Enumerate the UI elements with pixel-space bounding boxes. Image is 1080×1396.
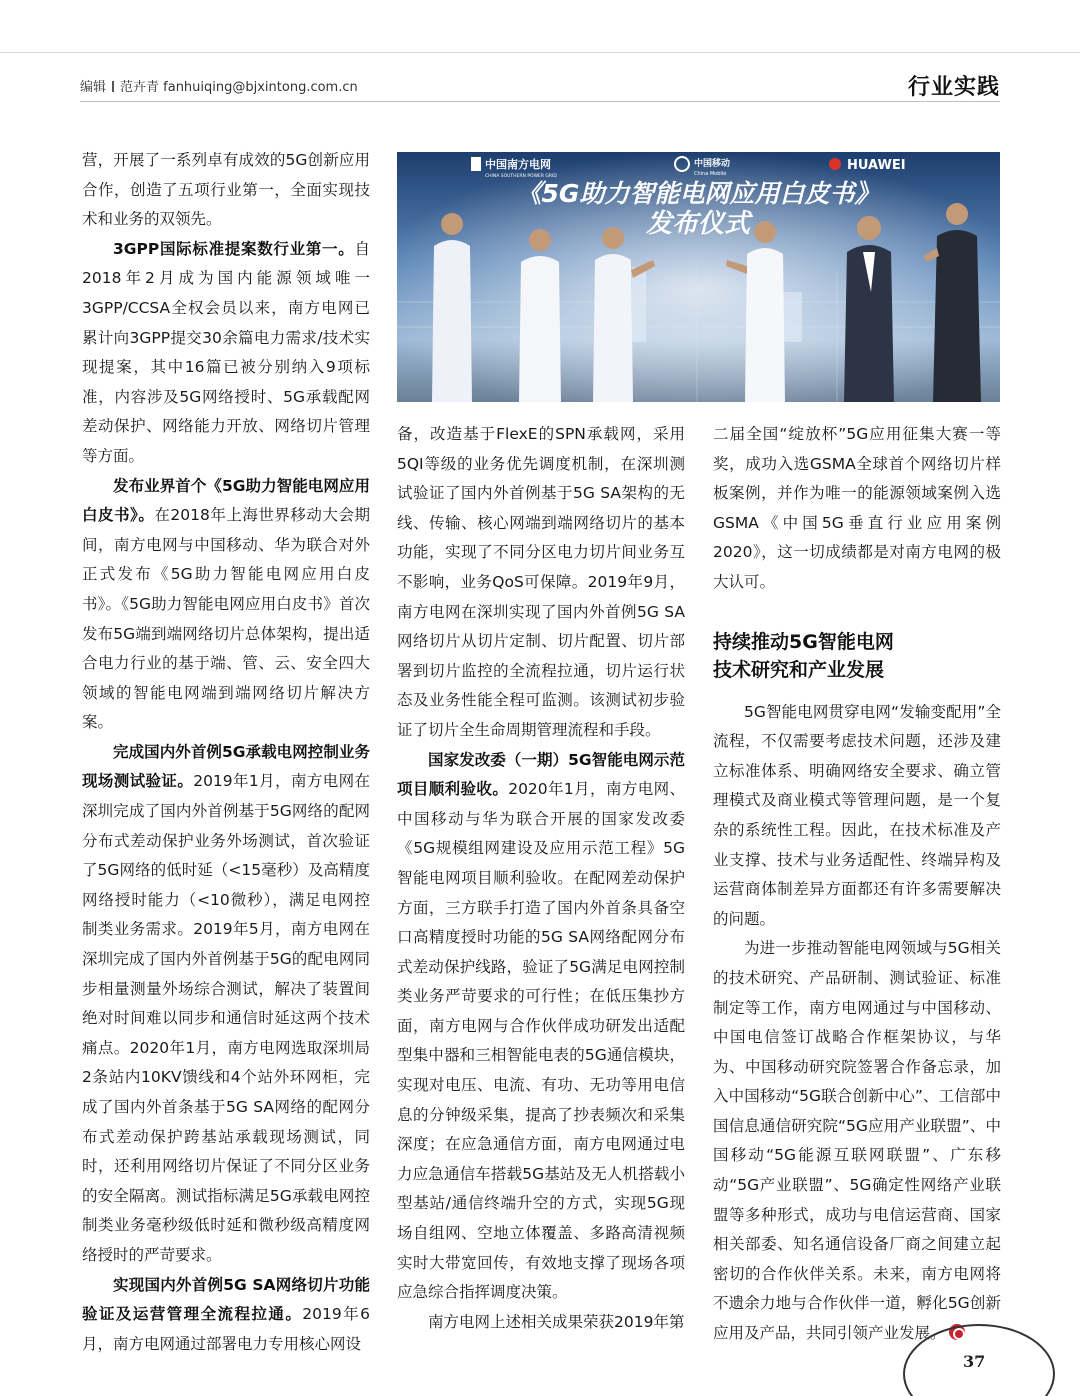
- paragraph: [713, 934, 1001, 1348]
- subheading-line: 技术研究和产业发展: [713, 658, 885, 681]
- paragraph: 营，开展了一系列卓有成效的5G创新应用合作，创造了五项行业第一，全面实现技术和业务的双领先。: [82, 151, 370, 229]
- paragraph-body: 在2018年上海世界移动大会期间，南方电网与中国移动、华为联合对外正式发布《5G助力智能电网应用白皮书》。《5G助力智能电网应用白皮书》首次发布5G端到端网络切片总体架构，提出适合电力行业的基于端、管、云、安全四大领域的智能电网端到端网络切片解决方案。: [82, 506, 370, 732]
- logo-csg: 中国南方电网: [485, 158, 551, 171]
- top-border-line: [0, 52, 1080, 53]
- editor-credit: [80, 76, 358, 95]
- paragraph: 备，改造基于FlexE的SPN承载网，采用5QI等级的业务优先调度机制，在深圳测试验证了国内外首例基于5G SA架构的无线、传输、核心网端到端网络切片的基本功能，实现了不同分区电力切片间业务互不影响，业务QoS可保障。2019年9月，南方电网在深圳实现了国内外首例5G SA网络切片从切片定制、切片配置、切片部署到切片监控的全流程拉通，切片运行状态及业务性能全程可监测。该测试初步验证了切片全生命周期管理流程和手段。: [397, 425, 685, 739]
- backdrop-title: 《5G助力智能电网应用白皮书》: [516, 179, 880, 208]
- paragraph-lead: 实现国内外首例5G SA网络切片功能验证及运营管理全流程拉通。: [82, 1275, 370, 1324]
- article-column-1: [82, 146, 370, 1359]
- section-subheading: [713, 628, 1001, 684]
- article-column-3: [713, 420, 1001, 1349]
- paragraph-body: 2019年6月，南方电网通过部署电力专用核心网设: [82, 1305, 370, 1353]
- header-rule: [80, 101, 1000, 102]
- divider-bar: [112, 81, 114, 92]
- logo-huawei: HUAWEI: [847, 158, 906, 173]
- paragraph: [82, 738, 370, 1271]
- logo-cmcc: 中国移动: [694, 159, 731, 169]
- paragraph-body: 自2018年2月成为国内能源领域唯一3GPP/CCSA全权会员以来，南方电网已累计向3GPP提交30余篇电力需求/技术实现提案，其中16篇已被分别纳入9项标准，内容涉及5G网络授时、5G承载配网差动保护、网络能力开放、网络切片管理等方面。: [82, 239, 370, 465]
- paragraph: [82, 1271, 370, 1360]
- paragraph-lead: 发布业界首个《5G助力智能电网应用白皮书》。: [82, 476, 370, 525]
- paragraph-body: 2020年1月，南方电网、中国移动与华为联合开展的国家发改委《5G规模组网建设及应用示范工程》5G智能电网项目顺利验收。在配网差动保护方面，三方联手打造了国内外首条具备空口高精度授时功能的5G SA网络配网分布式差动保护线路，验证了5G满足电网控制类业务严苛要求的可行性；在低压集抄方面，南方电网与合作伙伴成功研发出适配型集中器和三相智能电表的5G通信模块，实现对电压、电流、有功、无功等用电信息的分钟级采集，提高了抄表频次和采集深度；在应急通信方面，南方电网通过电力应急通信车搭载5G基站及无人机搭载小型基站/通信终端升空的方式，实现5G现场自组网、空地立体覆盖、多路高清视频实时大带宽回传，有效地支撑了现场各项应急综合指挥调度决策。: [397, 780, 685, 1302]
- page-number: 37: [963, 1352, 986, 1371]
- paragraph: [397, 746, 685, 1308]
- subheading-line: 持续推动5G智能电网: [713, 630, 894, 653]
- paragraph-body: 为进一步推动智能电网领域与5G相关的技术研究、产品研制、测试验证、标准制定等工作，南方电网通过与中国移动、中国电信签订战略合作框架协议，与华为、中国移动研究院签署合作备忘录，加入中国移动“5G联合创新中心”、工信部中国信息通信研究院“5G应用产业联盟”、中国移动“5G能源互联网联盟”、广东移动“5G产业联盟”、5G确定性网络产业联盟等多种形式，成功与电信运营商、国家相关部委、知名通信设备厂商之间建立起密切的合作伙伴关系。未来，南方电网将不遗余力地与合作伙伴一道，孵化5G创新应用及产品，共同引领产业发展。: [713, 939, 1001, 1343]
- logo-csg-en: CHINA SOUTHERN POWER GRID: [485, 174, 557, 179]
- editor-name: 范卉青 fanhuiqing@bjxintong.com.cn: [120, 80, 358, 95]
- csg-emblem-icon: [471, 157, 481, 171]
- paragraph: [82, 235, 370, 472]
- paragraph: 二届全国“绽放杯”5G应用征集大赛一等奖，成功入选GSMA全球首个网络切片样板案例，并作为唯一的能源领域案例入选GSMA《中国5G垂直行业应用案例2020》，这一切成绩都是对南方电网的极大认可。: [713, 425, 1001, 591]
- paragraph-body: 2019年1月，南方电网在深圳完成了国内外首例基于5G网络的配网分布式差动保护业务外场测试，首次验证了5G网络的低时延（<15毫秒）及高精度网络授时能力（<10微秒），满足电网控制类业务需求。2019年5月，南方电网在深圳完成了国内外首例基于5G的配电网同步相量测量外场综合测试，解决了装置间绝对时间难以同步和通信时延这两个技术痛点。2020年1月，南方电网选取深圳局2条站内10KV馈线和4个站外环网柜，完成了国内外首条基于5G SA网络的配网分布式差动保护跨基站承载现场测试，同时，还利用网络切片保证了不同分区业务的安全隔离。测试指标满足5G承载电网控制类业务毫秒级低时延和微秒级高精度网络授时的严苛要求。: [82, 772, 370, 1264]
- page-header: [80, 74, 1000, 98]
- event-photo: [397, 152, 1000, 402]
- huawei-emblem-icon: [829, 158, 841, 170]
- editor-label: 编辑: [80, 80, 107, 95]
- section-title: 行业实践: [907, 75, 1000, 100]
- paragraph-lead: 3GPP国际标准提案数行业第一。: [113, 239, 355, 258]
- paragraph: 南方电网上述相关成果荣获2019年第: [428, 1312, 685, 1331]
- paragraph: [82, 472, 370, 738]
- paragraph-lead: 国家发改委（一期）5G智能电网示范项目顺利验收。: [397, 750, 685, 799]
- paragraph: 5G智能电网贯穿电网“发输变配用”全流程，不仅需要考虑技术问题，还涉及建立标准体系、明确网络安全要求、确立管理模式及商业模式等管理问题，是一个复杂的系统性工程。因此，在技术标准及产业支撑、技术与业务适配性、终端异构及运营商体制差异方面都还有许多需要解决的问题。: [713, 702, 1001, 928]
- article-column-2: [397, 420, 685, 1337]
- paragraph-lead: 完成国内外首例5G承载电网控制业务现场测试验证。: [82, 742, 370, 791]
- backdrop-subtitle: 发布仪式: [645, 209, 751, 239]
- logo-cmcc-en: China Mobile: [694, 171, 727, 177]
